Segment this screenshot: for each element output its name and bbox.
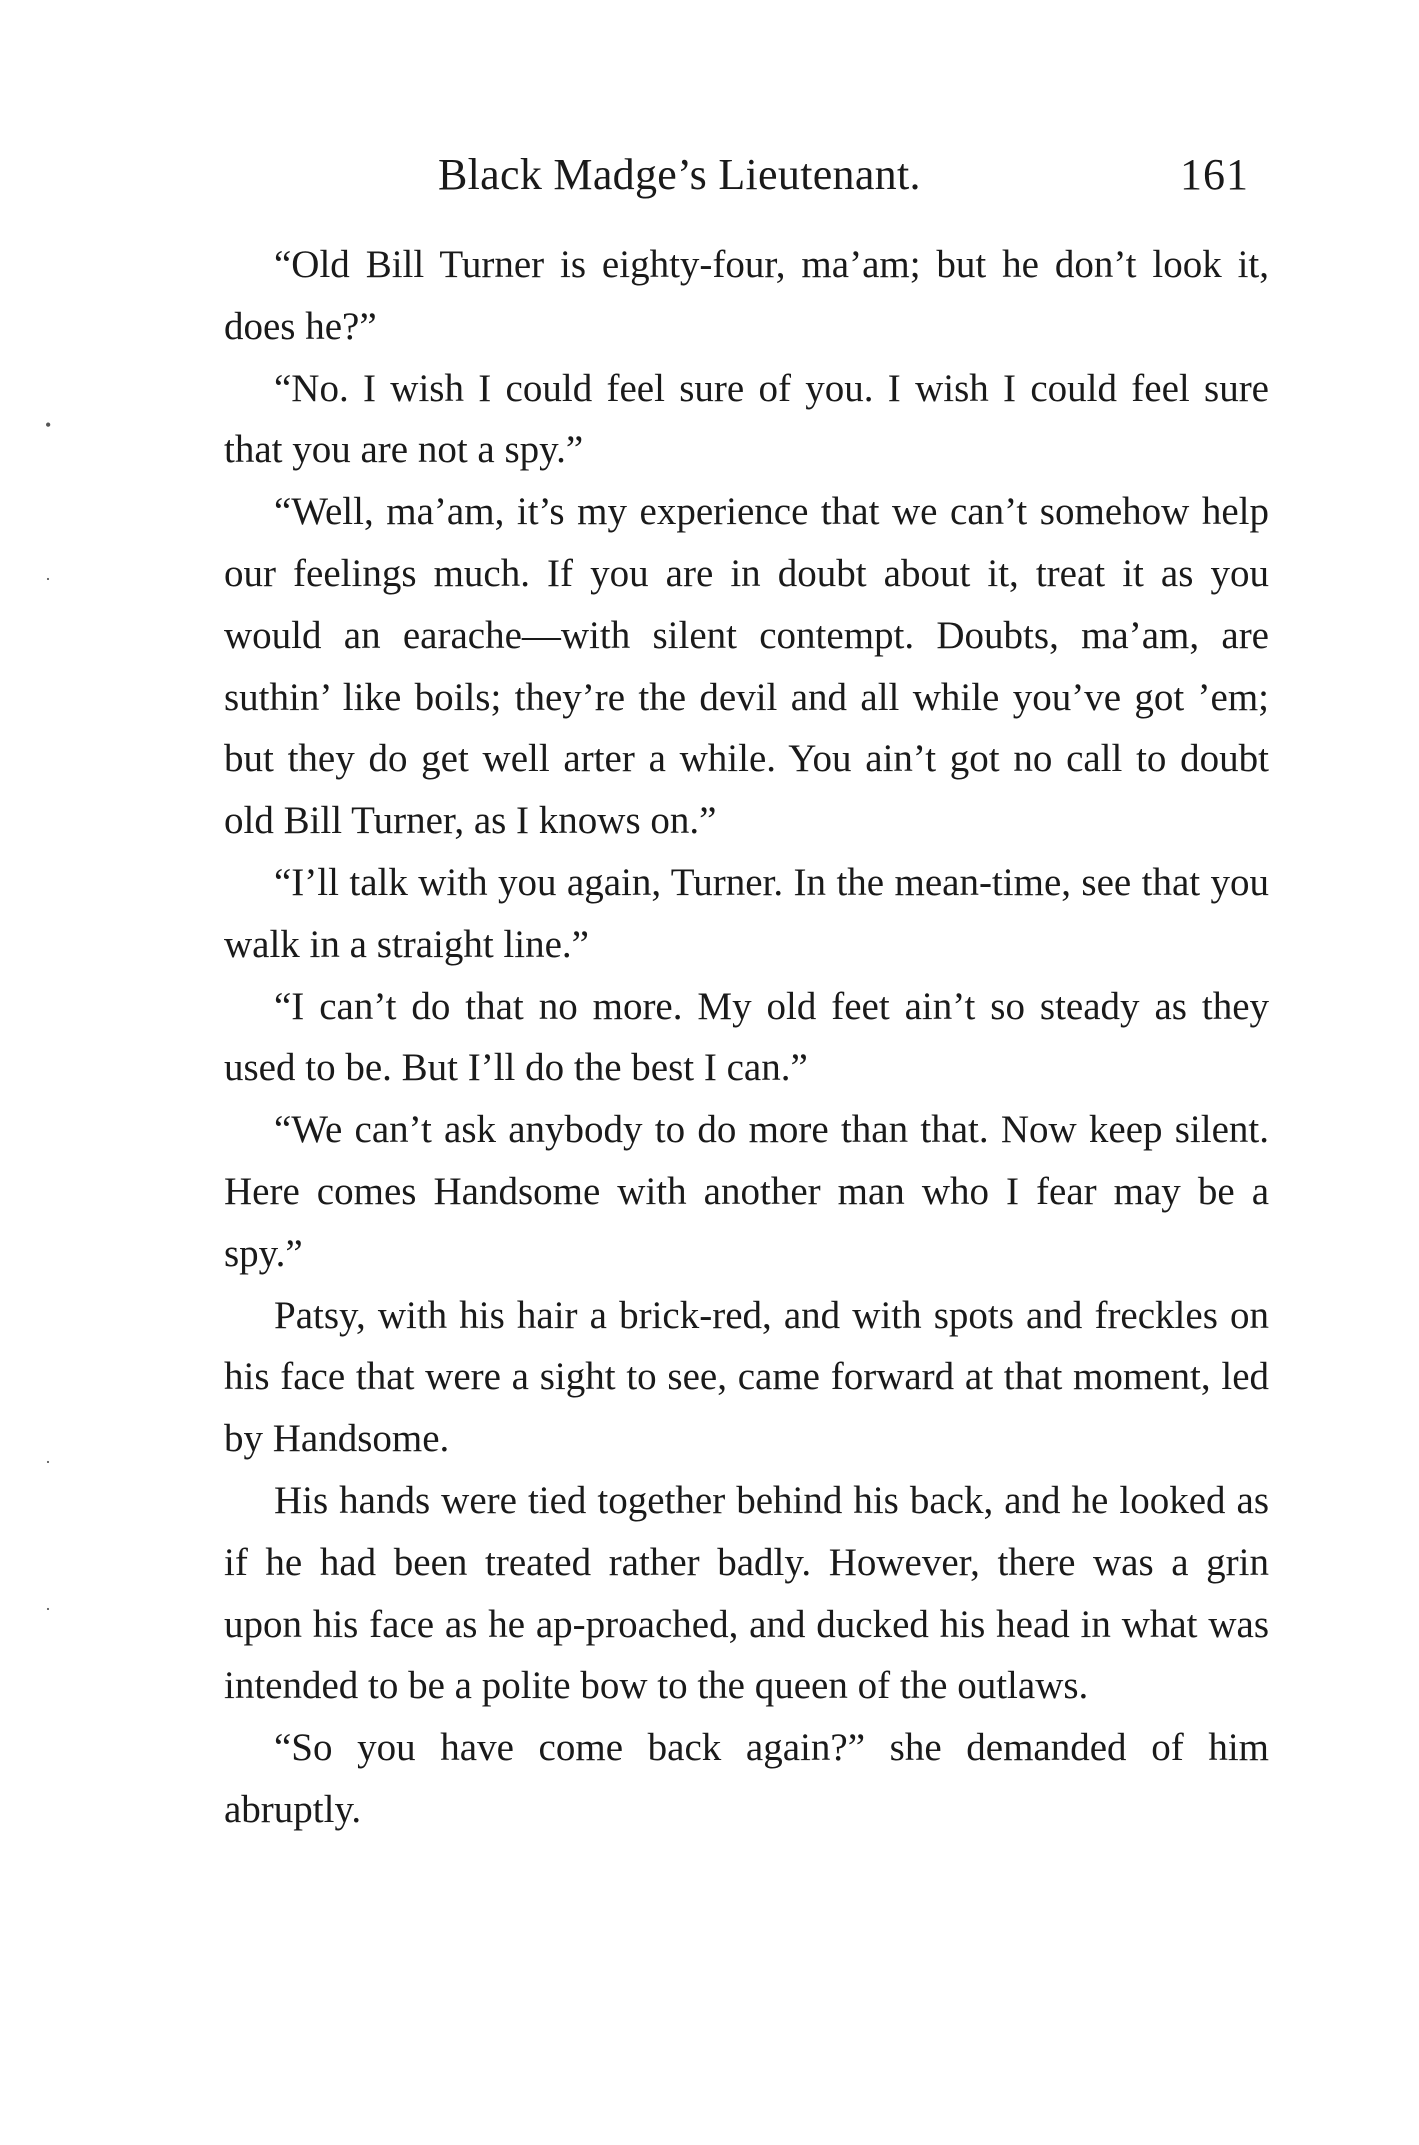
paragraph-8: His hands were tied together behind his back, and he looked as if he had been treated rather badly. However, there was a grin upon his face as he ap-proached, and ducked his head in what was intended to be a polite bow to the queen of the outlaws. (224, 1478, 1269, 1708)
running-title: Black Madge’s Lieutenant. (438, 150, 921, 199)
page-header (0, 145, 1419, 205)
paragraph-4: “I’ll talk with you again, Turner. In the mean-time, see that you walk in a straight line.” (224, 860, 1269, 966)
margin-speck: · (45, 1452, 51, 1472)
margin-speck: · (45, 1599, 51, 1619)
margin-speck: • (45, 415, 52, 435)
paragraph-9: “So you have come back again?” she demanded of him abruptly. (224, 1726, 1269, 1831)
paragraph-1: “Old Bill Turner is eighty-four, ma’am; but he don’t look it, does he?” (224, 243, 1269, 348)
page-number: 161 (1180, 150, 1249, 199)
margin-speck: · (45, 569, 51, 589)
paragraph-7: Patsy, with his hair a brick-red, and with spots and freckles on his face that were a sight to see, came forward at that moment, led by Handsome. (224, 1293, 1269, 1461)
paragraph-2: “No. I wish I could feel sure of you. I wish I could feel sure that you are not a spy.” (224, 366, 1269, 472)
paragraph-6: “We can’t ask anybody to do more than that. Now keep silent. Here comes Handsome with another man who I fear may be a spy.” (224, 1108, 1269, 1275)
paragraph-5: “I can’t do that no more. My old feet ain’t so steady as they used to be. But I’ll do the best I can.” (224, 984, 1269, 1090)
paragraph-3: “Well, ma’am, it’s my experience that we can’t somehow help our feelings much. If you are in doubt about it, treat it as you would an earache—with silent contempt. Doubts, ma’am, are suthin’ like boils; they’re the devil and all while you’ve got ’em; but they do get well arter a while. You ain’t got no call to doubt old Bill Turner, as I knows on.” (224, 490, 1269, 843)
body-text (224, 234, 1269, 1841)
